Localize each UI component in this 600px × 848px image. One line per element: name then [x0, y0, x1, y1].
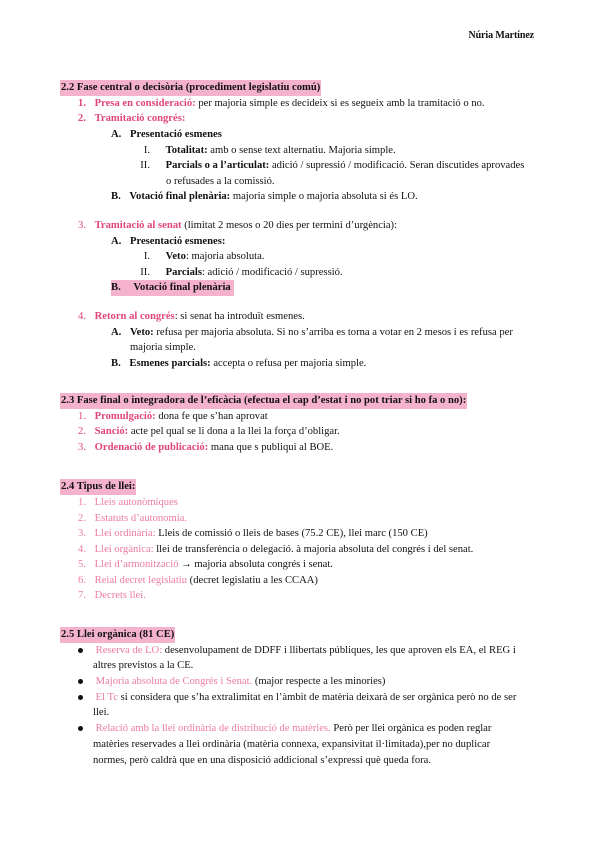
section-2-2-heading: 2.2 Fase central o decisòria (procediment legislatiu comú): [60, 80, 321, 96]
list-item: 6. Reial decret legislatiu (decret legislatiu a les CCAA): [78, 575, 318, 586]
list-item-continuation: matèries reservades a llei ordinària (matèria connexa, expansivitat il·limitada),per no duplicar: [93, 739, 491, 750]
list-item: II. Parcials: adició / modificació / supressió.: [140, 267, 343, 278]
list-item: 5. Llei d’armonització → majoria absoluta congrés i senat.: [78, 559, 333, 570]
list-item: 2. Sanció: acte pel qual se li dona a la llei la força d’obligar.: [78, 426, 340, 437]
list-item-continuation: llei.: [93, 707, 110, 718]
bullet-icon: [78, 726, 83, 731]
list-item-continuation: o refusades a la comissió.: [166, 176, 275, 187]
list-item: 4. Llei orgànica: llei de transferència o delegació. à majoria absoluta del congrés i del senat.: [78, 544, 474, 555]
list-item: B. Esmenes parcials: accepta o refusa per majoria simple.: [111, 358, 367, 369]
list-item: I. Totalitat: amb o sense text alternatiu. Majoria simple.: [143, 145, 396, 156]
list-item: 3. Tramitació al senat (limitat 2 mesos o 20 dies per termini d’urgència):: [78, 220, 398, 231]
list-item-continuation: majoria simple.: [130, 342, 196, 353]
list-item: II. Parcials o a l’articulat: adició / supressió / modificació. Seran discutides aprovades: [140, 160, 525, 171]
list-item: B. Votació final plenària: [111, 280, 234, 296]
list-item: 1. Presa en consideració: per majoria simple es decideix si es segueix amb la tramitació o no.: [78, 98, 485, 109]
list-item: A. Presentació esmenes: [111, 129, 222, 140]
list-item: Majoria absoluta de Congrés i Senat. (major respecte a les minories): [78, 674, 385, 690]
list-item: 2. Estatuts d’autonomia.: [78, 513, 188, 524]
list-item: 2. Tramitació congrés:: [78, 113, 186, 124]
list-item: 3. Llei ordinària: Lleis de comissió o lleis de bases (75.2 CE), llei marc (150 CE): [78, 528, 428, 539]
list-item: Reserva de LO: desenvolupament de DDFF i llibertats públiques, les que aproven els EA, el REG i: [78, 643, 516, 659]
list-item: I. Veto: majoria absoluta.: [143, 251, 265, 262]
list-item: A. Presentació esmenes:: [111, 236, 226, 247]
list-item: El Tc si considera que s’ha extralimitat en l’àmbit de matèria deixarà de ser orgànica però no de ser: [78, 690, 516, 706]
section-2-5-heading: 2.5 Llei orgànica (81 CE): [60, 627, 175, 643]
bullet-icon: [78, 695, 83, 700]
list-item: 3. Ordenació de publicació: mana que s publiqui al BOE.: [78, 442, 334, 453]
list-item: 4. Retorn al congrés: si senat ha introduït esmenes.: [78, 311, 305, 322]
author-name: Núria Martínez: [468, 30, 534, 41]
right-arrow-icon: →: [178, 559, 192, 570]
list-item-continuation: altres previstos a la CE.: [93, 660, 194, 671]
list-item: 1. Promulgació: dona fe que s’han aprovat: [78, 411, 268, 422]
list-item: Relació amb la llei ordinària de distribució de matèries. Però per llei orgànica es poden reglar: [78, 721, 491, 737]
list-item-continuation: normes, però caldrà que en una disposició addicional s’expressi què queda fora.: [93, 755, 432, 766]
list-item: 7. Decrets llei.: [78, 590, 146, 601]
list-item: B. Votació final plenària: majoria simple o majoria absoluta si és LO.: [111, 191, 418, 202]
bullet-icon: [78, 679, 83, 684]
bullet-icon: [78, 648, 83, 653]
section-2-4-heading: 2.4 Tipus de llei:: [60, 479, 136, 495]
list-item: A. Veto: refusa per majoria absoluta. Si no s’arriba es torna a votar en 2 mesos i es refusa per: [111, 327, 513, 338]
section-2-3-heading: 2.3 Fase final o integradora de l’eficàcia (efectua el cap d’estat i no pot triar si ho fa o no):: [60, 393, 467, 409]
list-item: 1. Lleis autonòmiques: [78, 497, 178, 508]
